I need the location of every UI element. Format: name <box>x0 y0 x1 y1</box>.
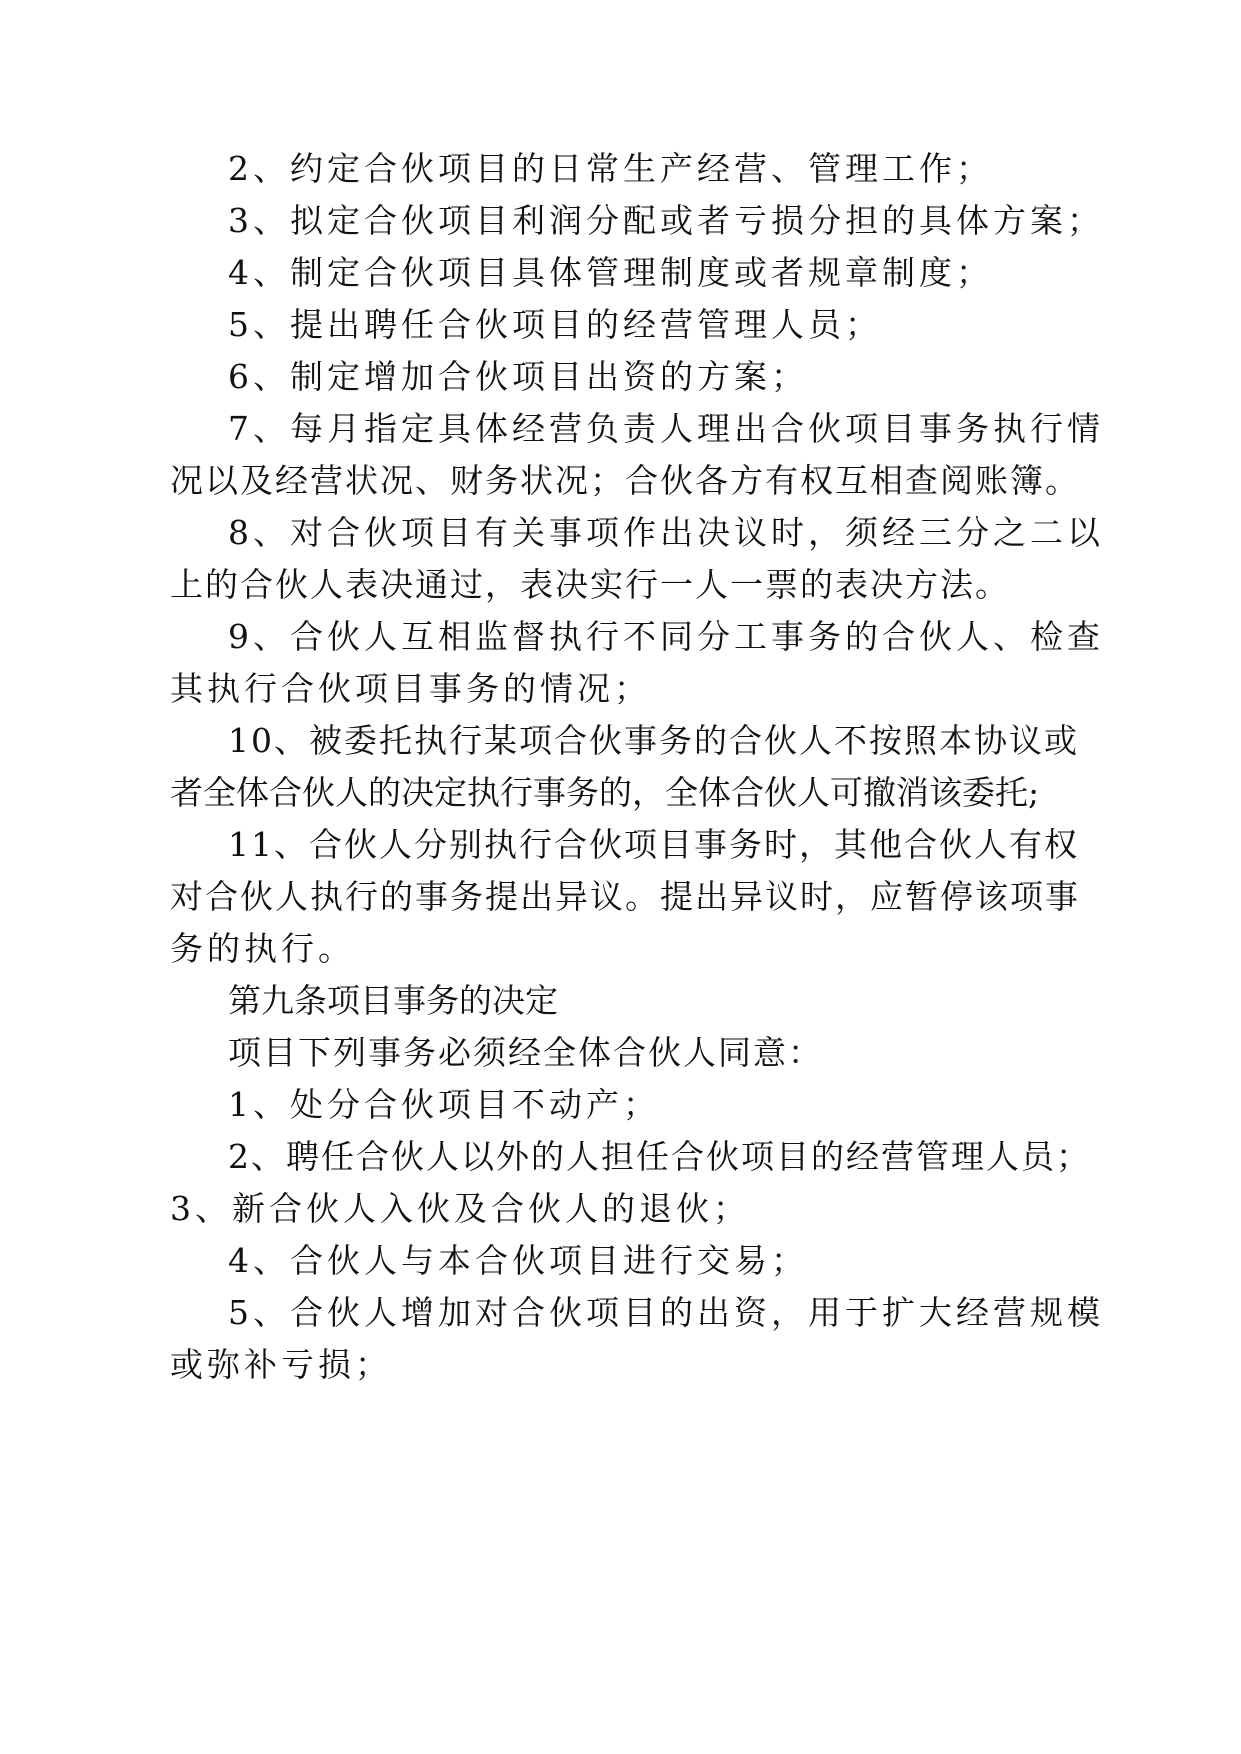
text-line: 1、处分合伙项目不动产； <box>228 1085 660 1124</box>
text-line: 7、每月指定具体经营负责人理出合伙项目事务执行情 <box>228 409 1104 448</box>
text-line: 8、对合伙项目有关事项作出决议时，须经三分之二以 <box>228 513 1104 552</box>
text-line: 2、聘任合伙人以外的人担任合伙项目的经营管理人员； <box>228 1137 1091 1176</box>
text-line: 9、合伙人互相监督执行不同分工事务的合伙人、检查 <box>228 617 1104 656</box>
text-line: 2、约定合伙项目的日常生产经营、管理工作； <box>228 149 993 188</box>
text-line: 者全体合伙人的决定执行事务的，全体合伙人可撤消该委托; <box>170 773 1040 812</box>
text-line: 务的执行。 <box>170 929 355 968</box>
text-line: 3、新合伙人入伙及合伙人的退伙； <box>170 1189 750 1228</box>
text-line: 况以及经营状况、财务状况；合伙各方有权互相查阅账簿。 <box>170 461 1080 500</box>
text-line: 4、制定合伙项目具体管理制度或者规章制度； <box>228 253 993 292</box>
text-line: 其执行合伙项目事务的情况； <box>170 669 651 708</box>
text-line: 5、合伙人增加对合伙项目的出资，用于扩大经营规模 <box>228 1293 1104 1332</box>
text-line: 11、合伙人分别执行合伙项目事务时，其他合伙人有权 <box>228 825 1079 864</box>
text-line: 上的合伙人表决通过，表决实行一人一票的表决方法。 <box>170 565 1010 604</box>
text-line: 4、合伙人与本合伙项目进行交易； <box>228 1241 808 1280</box>
text-line: 5、提出聘任合伙项目的经营管理人员； <box>228 305 882 344</box>
section-heading: 第九条项目事务的决定 <box>228 981 558 1020</box>
text-line: 6、制定增加合伙项目出资的方案； <box>228 357 808 396</box>
text-line: 项目下列事务必须经全体合伙人同意： <box>228 1033 823 1072</box>
text-line: 3、拟定合伙项目利润分配或者亏损分担的具体方案； <box>228 201 1104 240</box>
text-line: 10、被委托执行某项合伙事务的合伙人不按照本协议或 <box>228 721 1079 760</box>
text-line: 或弥补亏损； <box>170 1345 392 1384</box>
text-line: 对合伙人执行的事务提出异议。提出异议时，应暂停该项事 <box>170 877 1080 916</box>
